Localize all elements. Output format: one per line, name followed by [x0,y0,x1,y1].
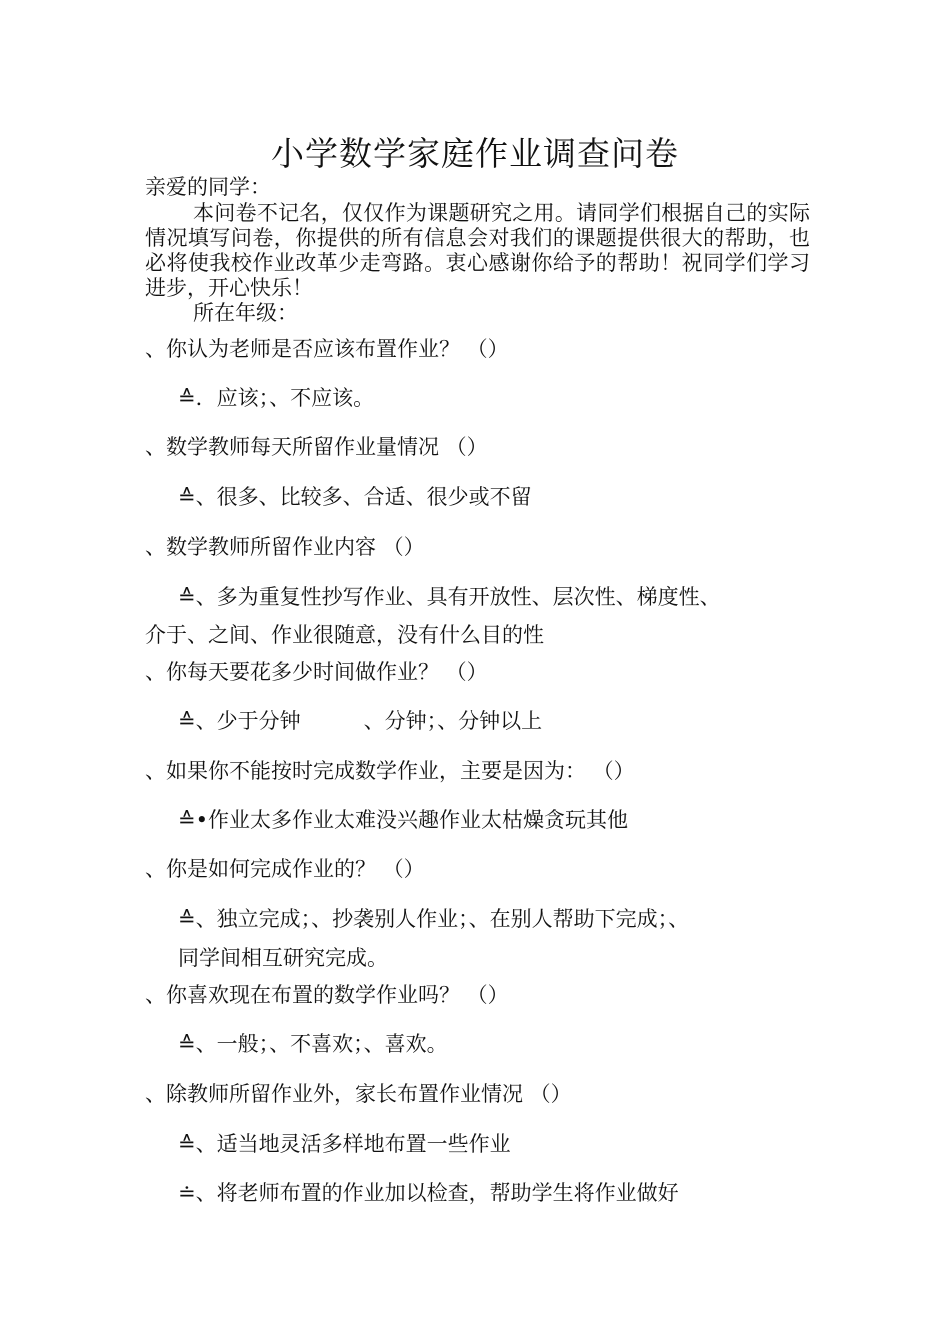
question-8-option-b: ≐、将老师布置的作业加以检查，帮助学生将作业做好 [178,1181,679,1205]
question-6-options: ≙、独立完成；、抄袭别人作业；、在别人帮助下完成；、 [178,907,690,931]
question-3-options-cont: 介于、之间、作业很随意，没有什么目的性 [145,623,544,647]
question-6: 、你是如何完成作业的？ （） [145,857,425,881]
question-5: 、如果你不能按时完成数学作业，主要是因为： （） [145,759,635,783]
question-2: 、数学教师每天所留作业量情况 （） [145,435,488,459]
question-3: 、数学教师所留作业内容 （） [145,535,425,559]
question-6-options-cont: 同学间相互研究完成。 [178,946,388,970]
question-8-option-a: ≙、适当地灵活多样地布置一些作业 [178,1132,511,1156]
question-4: 、你每天要花多少时间做作业？ （） [145,660,488,684]
question-1: 、你认为老师是否应该布置作业？ （） [145,337,509,361]
question-7: 、你喜欢现在布置的数学作业吗？ （） [145,983,509,1007]
question-5-options: ≙•作业太多作业太难没兴趣作业太枯燥贪玩其他 [178,808,628,832]
question-3-options: ≙、多为重复性抄写作业、具有开放性、层次性、梯度性、 [178,585,721,609]
question-7-options: ≙、一般；、不喜欢；、喜欢。 [178,1032,448,1056]
question-4-options: ≙、少于分钟 、分钟；、分钟以上 [178,709,543,733]
question-1-options: ≙．应该；、不应该。 [178,386,375,410]
page-title: 小学数学家庭作业调查问卷 [271,134,679,173]
grade-label: 所在年级： [193,301,298,325]
question-2-options: ≙、很多、比较多、合适、很少或不留 [178,485,532,509]
greeting: 亲爱的同学： [145,175,271,199]
intro-paragraph: 本问卷不记名，仅仅作为课题研究之用。请同学们根据自己的实际情况填写问卷，你提供的所有信息会对我们的课题提供很大的帮助，也必将使我校作业改革少走弯路。衷心感谢你给予的帮助！祝同学们学习进步，开心快乐！ [145,201,810,300]
question-8: 、除教师所留作业外，家长布置作业情况 （） [145,1082,572,1106]
